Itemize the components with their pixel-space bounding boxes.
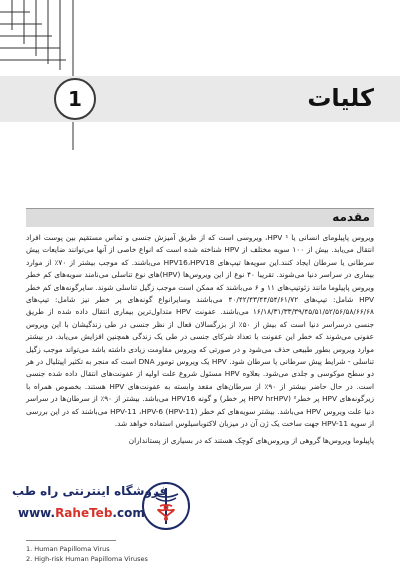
chapter-number-badge: [54, 78, 96, 120]
watermark-store-name: فروشگاه اینترنتی راه طب: [12, 484, 168, 498]
decorative-corner-lines: [0, 0, 140, 150]
watermark: [8, 478, 194, 556]
watermark-url-name: RaheTeb: [55, 506, 113, 520]
footnote-item: 1. Human Papilloma Virus: [26, 545, 110, 553]
watermark-url-suffix: .com: [112, 506, 145, 520]
paragraph: ویروس پاپیلومای انسانی یا HPV ¹، ویروسی است که از طریق آمیزش جنسی و تماس مستقیم بین پوست افراد انتقال می‌یابد. بیش از ۱۰۰ سویه مختلف از HPV شناخته شده است که انواع خاصی از آنها می‌توانند ضایعات پیش سرطانی یا سرطان ایجاد کنند.این سویه‌ها تیپ‌های HPV16،HPV18 می‌باشند. که موجب بیشتر از ۷۰٪ از موارد بیماری در سراسر دنیا می‌شوند. تقریبا ۴۰ نوع از این ویروس‌ها (HPV)های نوع تناسلی می‌نامند سویه‌های کم خطر ویروس پاپیلوما مانند زئوتیپ‌های ۱۱ و ۶ می‌باشند که ممکن است موجب زگیل تناسلی شوند. سایرگونه‌های کم خطر HPV شامل: تیپ‌های ۴۰/۴۲/۴۳/۴۴/۵۴/۶۱/۷۲ می‌باشند وسایرانواع گونه‌های پر خطر نیز شامل: تیپ‌های ۱۶/۱۸/۳۱/۳۳/۳۹/۴۵/۵۱/۵۲/۵۶/۵۸/۶۶/۶۸ می‌باشند. عفونت HPV متداول‌ترین بیماری انتقال داده شده از طریق جنسی درسراسر دنیا است که بیش از ۵۰٪ از بزرگسالان فعال از نظر جنسی در طی زندگیشان با این ویروس عفونی می‌شوند که خطر این عفونت با تعداد شرکای جنسی در طی یک زندگی همچنین افزایش می‌یابد. در بیشتر موارد ویروس بطور طبیعی حذف می‌شود و در صورتی که ویروس مقاومت زیادی داشته باشد می‌تواند موجب زگیل تناسلی - شرایط پیش سرطانی یا سرطان شود. HPV یک ویروس تومور DNA است که منجر به تکثیر اپیتلیال در هر دو سطح موکوسی و جلدی می‌شود. بعلاوه HPV مسئول شروع علت اولیه از عفونت‌های انتقال داده شده جنسی است. در حال حاضر بیشتر از ۹۰٪ از سرطان‌های مقعد وابسته به عفونت‌های HPV هستند. بخصوص همراه با زیرگونه‌های HPV پر خطر² (HPV hrHPV پر خطر) و گونه HPV16 می‌باشد. بیشتر از ۹۰٪ از سرطان‌ها در سراسر دنیا علت ویروس HPV می‌باشد. بیشتر سویه‌های کم خطر HPV-11 ،HPV-6 (HPV-11) می‌باشند که در این بررسی از سویه HPV-11 جهت ساخت یک ژن آن در میزبان لاکتوباسیلوس استفاده خواهد شد.: [26, 233, 375, 429]
body-text: [26, 232, 374, 447]
chapter-title: کلیات: [307, 84, 374, 112]
paragraph: پاپیلوما ویروس‌ها گروهی از ویروس‌های کوچک هستند که در بسیاری از پستانداران: [128, 435, 374, 445]
section-header-bar: [26, 208, 374, 227]
chapter-number: 1: [68, 87, 82, 111]
section-title: مقدمه: [332, 210, 370, 224]
watermark-url: [18, 506, 145, 520]
watermark-url-prefix: www.: [18, 506, 56, 520]
caduceus-logo-icon: [140, 480, 192, 532]
footnote-item: 2. High-risk Human Papilloma Viruses: [26, 555, 148, 563]
